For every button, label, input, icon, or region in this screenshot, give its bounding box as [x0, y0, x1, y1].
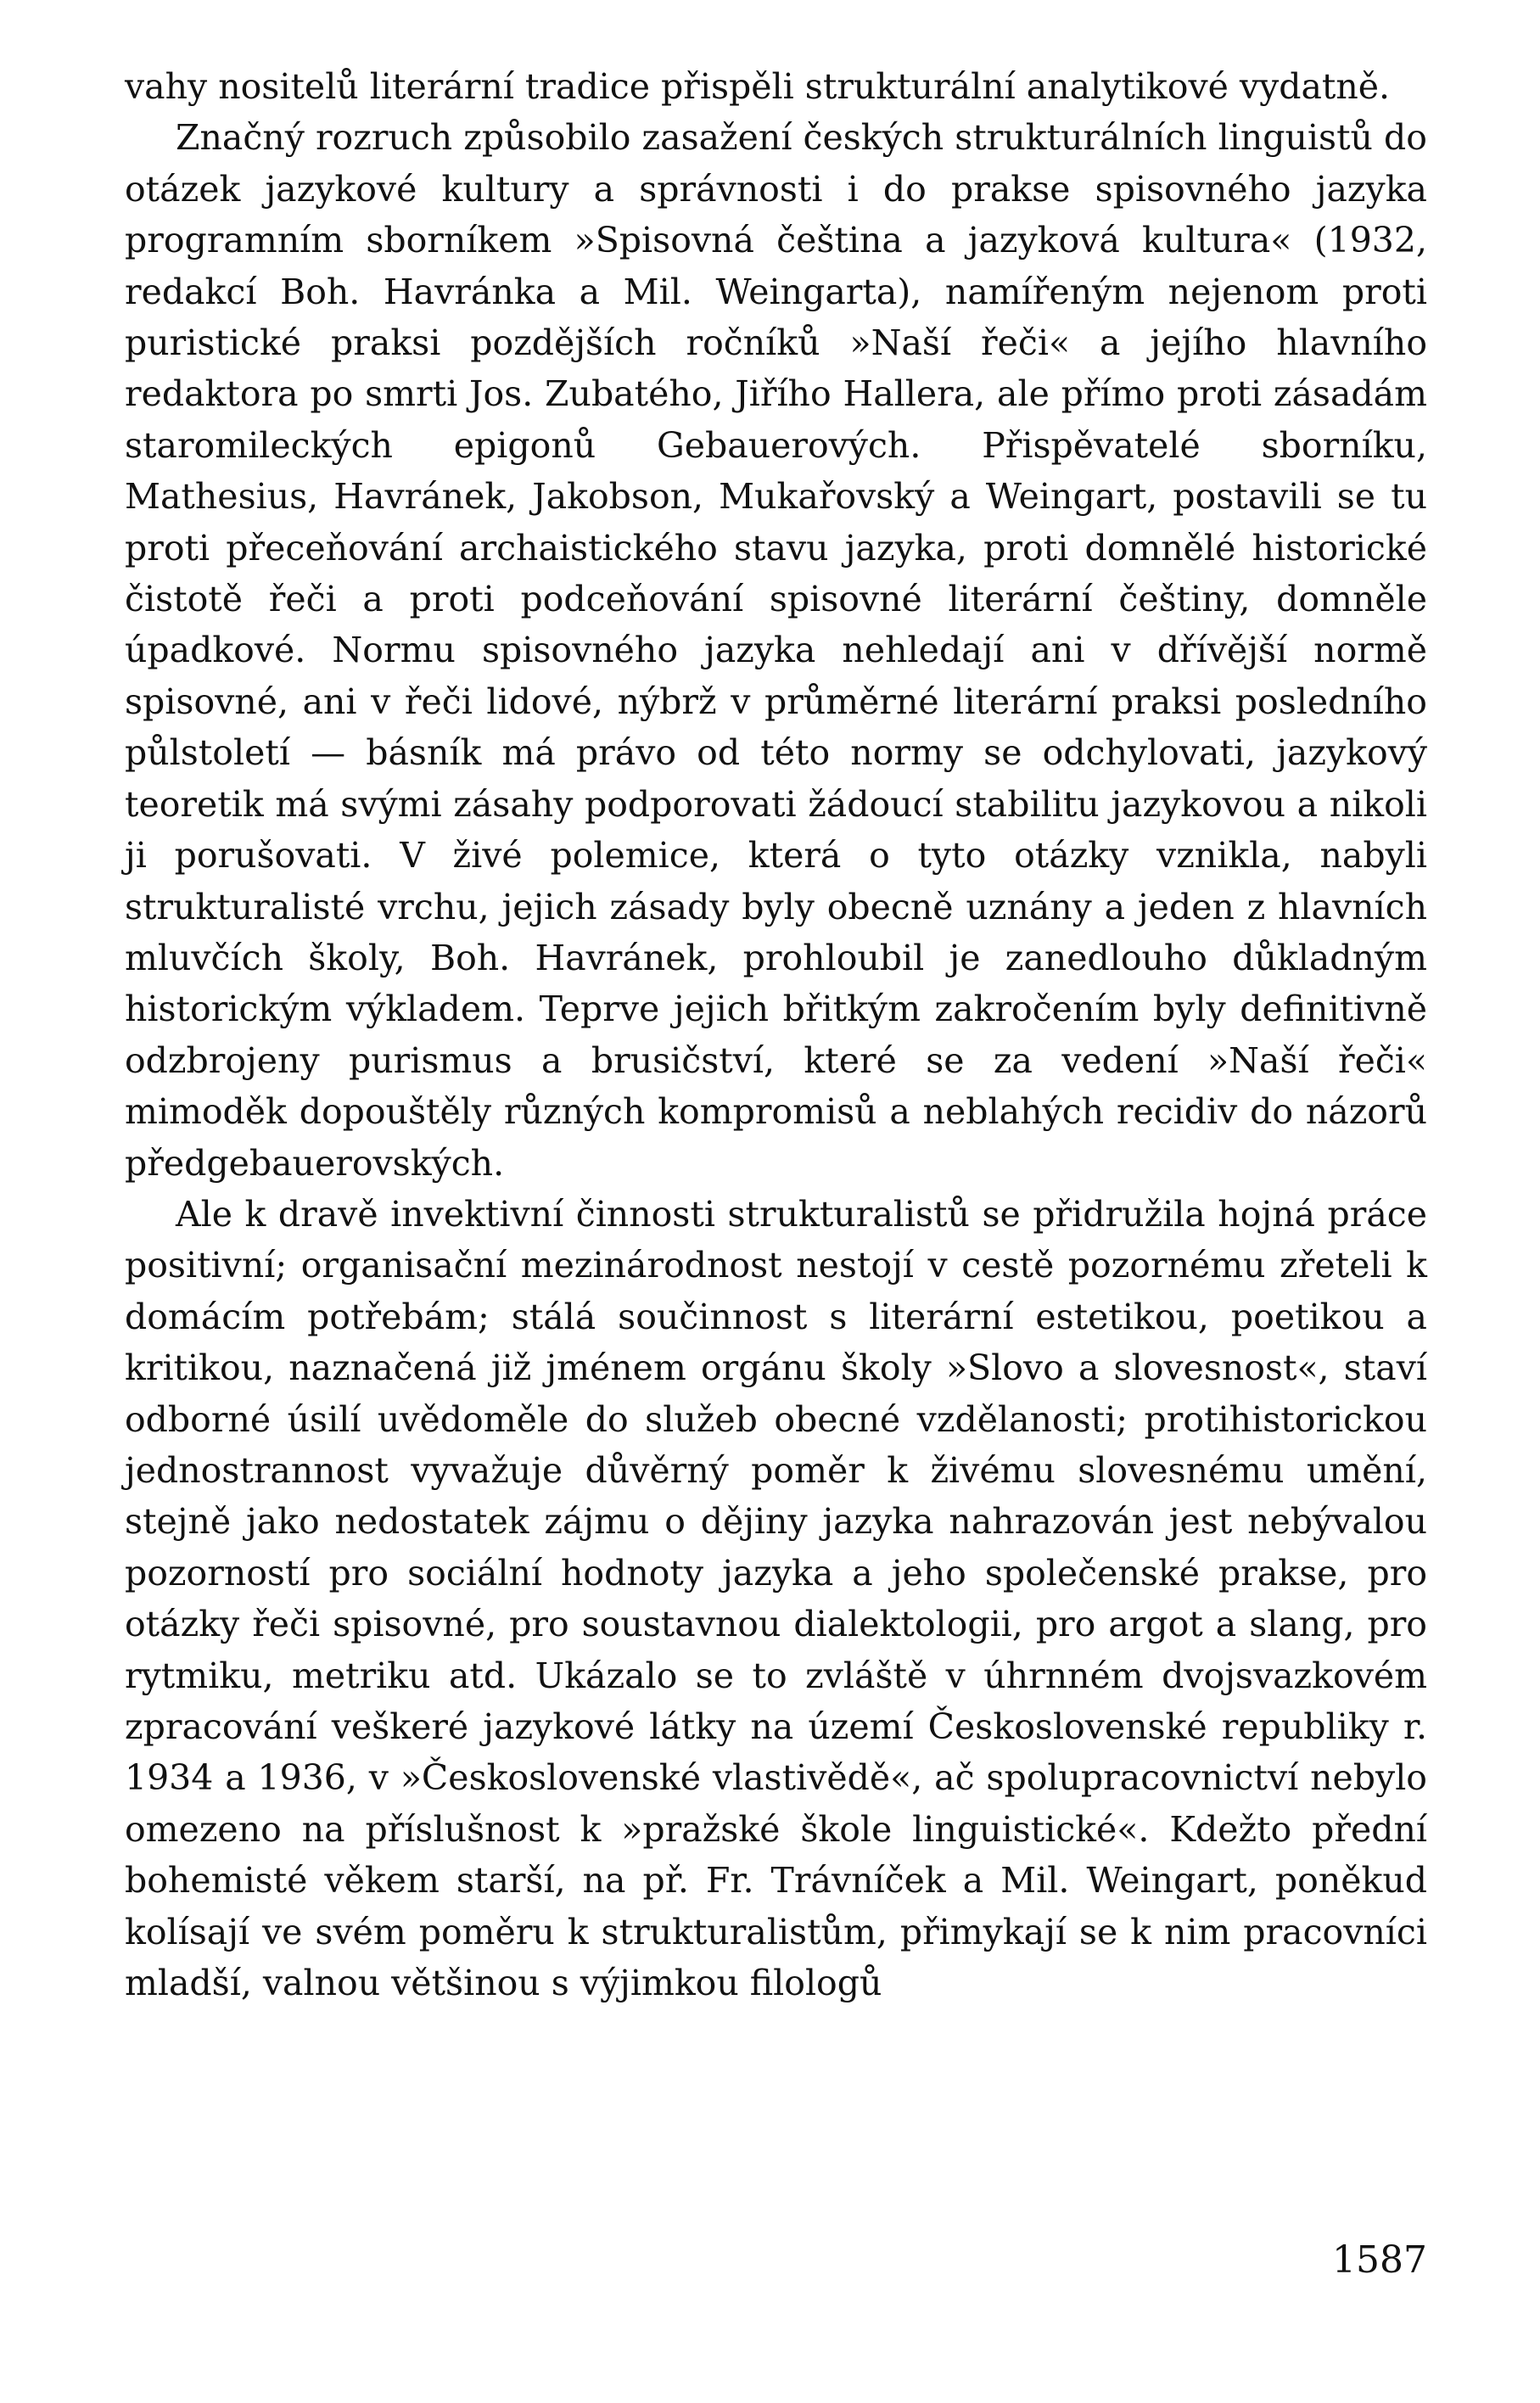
- body-text: [125, 61, 1427, 2008]
- paragraph-continued: vahy nositelů literární tradice přispěli strukturální analytikové vydatně.: [125, 66, 1391, 107]
- paragraph-structural-linguists: Značný rozruch způsobilo zasažení českých strukturálních linguistů do otázek jazykové kultury a správnosti i do prakse spisovného jazyka programním sborníkem »Spisovná čeština a jazyková kultura« (1932, redakcí Boh. Havránka a Mil. Weingarta), namířeným nejenom proti puristické praksi pozdějších ročníků »Naší řeči« a jejího hlavního redaktora po smrti Jos. Zubatého, Jiřího Hallera, ale přímo proti zásadám staromileckých epigonů Gebauerových. Přispěvatelé sborníku, Mathesius, Havránek, Jakobson, Mukařovský a Weingart, postavili se tu proti přeceňování archaistického stavu jazyka, proti domnělé historické čistotě řeči a proti podceňování spisovné literární češtiny, domněle úpadkové. Normu spisovného jazyka nehledají ani v dřívější normě spisovné, ani v řeči lidové, nýbrž v průměrné literární praksi posledního půlstoletí — básník má právo od této normy se odchylovati, jazykový teoretik má svými zásahy podporovati žádoucí stabilitu jazykovou a nikoli ji porušovati. V živé polemice, která o tyto otázky vznikla, nabyli strukturalisté vrchu, jejich zásady byly obecně uznány a jeden z hlavních mluvčích školy, Boh. Havránek, prohloubil je zanedlouho důkladným historickým výkladem. Teprve jejich břitkým zakročením byly definitivně odzbrojeny purismus a brusičství, které se za vedení »Naší řeči« mimoděk dopouštěly různých kompromisů a neblahých recidiv do názorů předgebauerovských.: [125, 117, 1427, 1184]
- paragraph-positive-work: Ale k dravě invektivní činnosti strukturalistů se přidružila hojná práce positivní; organisační mezinárodnost nestojí v cestě pozornému zřeteli k domácím potřebám; stálá součinnost s literární estetikou, poetikou a kritikou, naznačená již jménem orgánu školy »Slovo a slovesnost«, staví odborné úsilí uvědoměle do služeb obecné vzdělanosti; protihistorickou jednostrannost vyvažuje důvěrný poměr k živému slovesnému umění, stejně jako nedostatek zájmu o dějiny jazyka nahrazován jest nebývalou pozorností pro sociální hodnoty jazyka a jeho společenské prakse, pro otázky řeči spisovné, pro soustavnou dialektologii, pro argot a slang, pro rytmiku, metriku atd. Ukázalo se to zvláště v úhrnném dvojsvazkovém zpracování veškeré jazykové látky na území Československé republiky r. 1934 a 1936, v »Československé vlastivědě«, ač spolupracovnictví nebylo omezeno na příslušnost k »pražské škole linguistické«. Kdežto přední bohemisté věkem starší, na př. Fr. Trávníček a Mil. Weingart, poněkud kolísají ve svém poměru k strukturalistům, přimykají se k nim pracovníci mladší, valnou většinou s výjimkou filologů: [125, 1193, 1427, 2004]
- page-number: 1587: [1332, 2238, 1427, 2282]
